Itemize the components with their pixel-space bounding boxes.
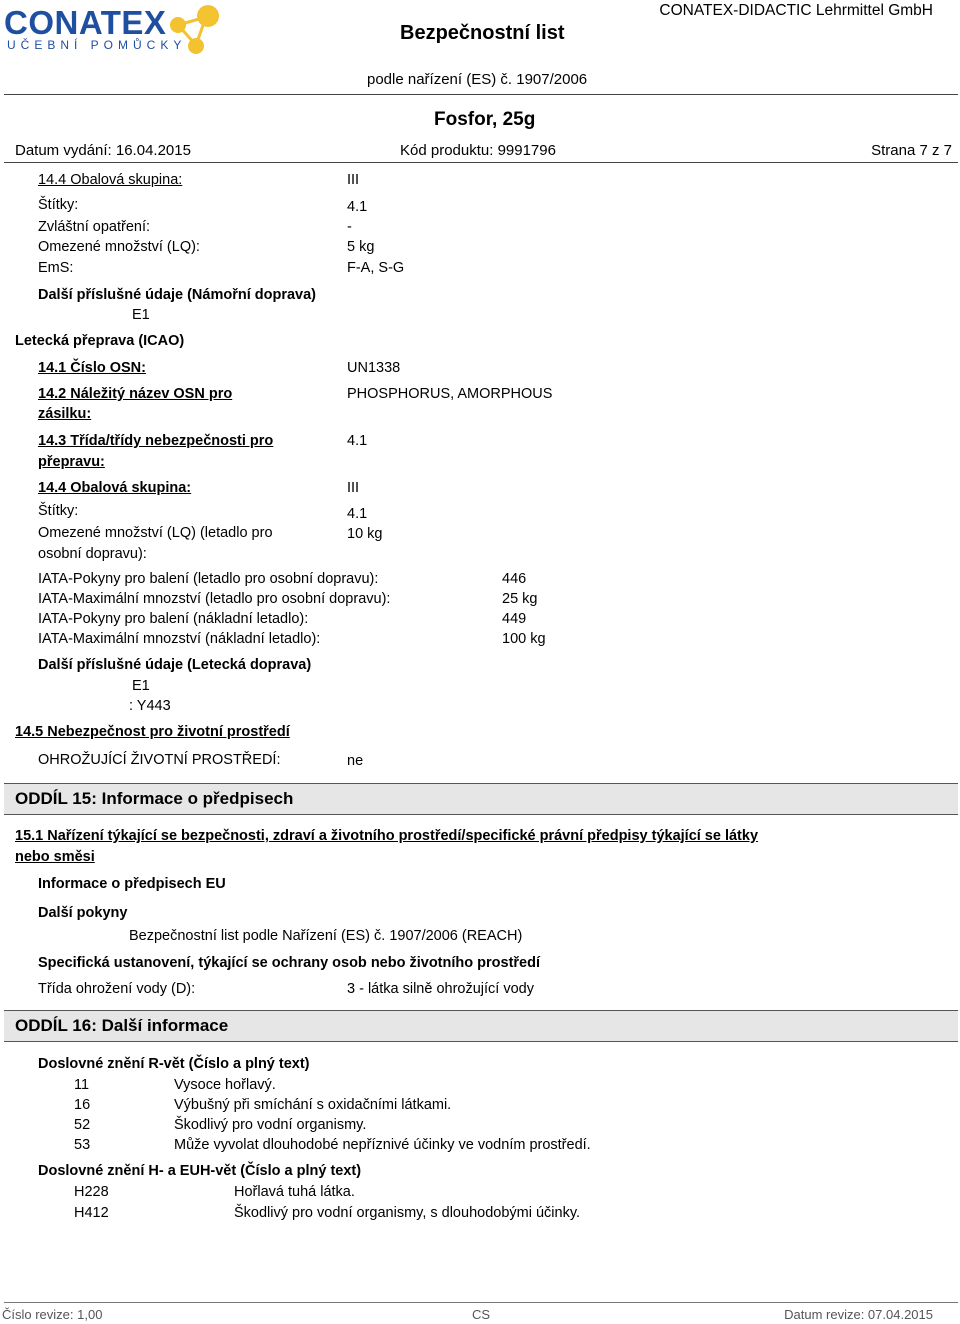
r-phrase-text: Výbušný při smíchání s oxidačními látkami. [174, 1097, 452, 1113]
iata-row: IATA-Pokyny pro balení (nákladní letadlo): [38, 611, 309, 627]
h-phrase-code: H228 [74, 1184, 109, 1200]
sea-packing-group-label: 14.4 Obalová skupina: [38, 172, 183, 188]
iata-row: IATA-Pokyny pro balení (letadlo pro osobní dopravu): [38, 571, 379, 587]
logo-wordmark: CONATEX [4, 4, 167, 41]
air-class-label-cont: přepravu: [38, 454, 105, 470]
air-name-label: 14.2 Náležitý název OSN pro [38, 386, 233, 402]
section-15-bar [4, 783, 958, 815]
air-lq-label: Omezené množství (LQ) (letadlo pro [38, 525, 273, 541]
document-title: Bezpečnostní list [400, 22, 565, 44]
page-number: Strana 7 z 7 [871, 142, 952, 159]
h-phrases-heading: Doslovné znění H- a EUH-vět (Číslo a plný text) [38, 1163, 362, 1179]
footer-language: CS [472, 1307, 491, 1322]
env-value: ne [347, 753, 364, 769]
air-lq-label-cont: osobní dopravu): [38, 546, 147, 562]
product-code: Kód produktu: 9991796 [400, 142, 556, 159]
product-name: Fosfor, 25g [434, 109, 536, 130]
water-hazard-label: Třída ohrožení vody (D): [38, 981, 196, 997]
h-phrase-text: Škodlivý pro vodní organismy, s dlouhodobými účinky. [234, 1205, 581, 1221]
footer-revision-number: Číslo revize: 1,00 [2, 1307, 103, 1322]
water-hazard-value: 3 - látka silně ohrožující vody [347, 981, 534, 997]
r-phrase-code: 11 [74, 1077, 90, 1093]
r-phrase-text: Vysoce hořlavý. [174, 1077, 276, 1093]
sea-other-heading: Další příslušné údaje (Námořní doprava) [38, 287, 316, 303]
h-phrase-code: H412 [74, 1205, 109, 1221]
section-15-1-heading: 15.1 Nařízení týkající se bezpečnosti, zdraví a životního prostředí/specifické právní předpisy týkající se látky [15, 828, 759, 844]
air-packing-value: III [347, 480, 360, 496]
air-class-value: 4.1 [347, 433, 368, 449]
r-phrase-code: 16 [74, 1097, 91, 1113]
other-notes-text: Bezpečnostní list podle Nařízení (ES) č. 1907/2006 (REACH) [129, 928, 523, 944]
r-phrase-text: Může vyvolat dlouhodobé nepříznivé účinky ve vodním prostředí. [174, 1137, 591, 1153]
env-heading: 14.5 Nebezpečnost pro životní prostředí [15, 724, 290, 740]
env-label: OHROŽUJÍCÍ ŽIVOTNÍ PROSTŘEDÍ: [38, 752, 281, 768]
iata-row-value: 100 kg [502, 631, 546, 647]
section-16-title: ODDÍL 16: Další informace [15, 1016, 229, 1035]
air-name-value: PHOSPHORUS, AMORPHOUS [347, 386, 553, 402]
r-phrase-code: 53 [74, 1137, 91, 1153]
sea-special-value: - [347, 219, 352, 235]
footer-revision-date: Datum revize: 07.04.2015 [784, 1307, 933, 1322]
air-other-value-2: : Y443 [129, 698, 171, 714]
iata-row-value: 446 [502, 571, 527, 587]
iata-row-value: 449 [502, 611, 527, 627]
r-phrase-code: 52 [74, 1117, 91, 1133]
h-phrase-text: Hořlavá tuhá látka. [234, 1184, 355, 1200]
air-labels-value: 4.1 [347, 506, 368, 522]
iata-row: IATA-Maximální mnozství (nákladní letadlo): [38, 631, 321, 647]
section-15-1-heading-cont: nebo směsi [15, 849, 95, 865]
sea-lq-label: Omezené množství (LQ): [38, 239, 200, 255]
sea-labels-value: 4.1 [347, 199, 368, 215]
r-phrase-text: Škodlivý pro vodní organismy. [174, 1117, 367, 1133]
air-packing-label: 14.4 Obalová skupina: [38, 480, 192, 496]
air-name-label-cont: zásilku: [38, 406, 92, 422]
air-other-value: E1 [132, 678, 150, 694]
section-15-title: ODDÍL 15: Informace o předpisech [15, 789, 294, 808]
sea-ems-value: F-A, S-G [347, 260, 405, 276]
sea-ems-label: EmS: [38, 260, 74, 276]
eu-info-heading: Informace o předpisech EU [38, 876, 226, 892]
company-name: CONATEX-DIDACTIC Lehrmittel GmbH [659, 2, 933, 19]
issue-date: Datum vydání: 16.04.2015 [15, 142, 191, 159]
molecule-logo-icon [166, 3, 226, 57]
regulation-note: podle nařízení (ES) č. 1907/2006 [367, 71, 588, 88]
air-other-heading: Další příslušné údaje (Letecká doprava) [38, 657, 312, 673]
sea-labels-label: Štítky: [38, 197, 79, 213]
other-notes-heading: Další pokyny [38, 905, 128, 921]
sea-packing-group-value: III [347, 172, 360, 188]
air-un-value: UN1338 [347, 360, 401, 376]
air-un-label: 14.1 Číslo OSN: [38, 360, 146, 376]
logo-subtitle: UČEBNÍ POMŮCKY [7, 38, 187, 52]
air-class-label: 14.3 Třída/třídy nebezpečnosti pro [38, 433, 274, 449]
section-16-bar [4, 1010, 958, 1042]
air-lq-value: 10 kg [347, 526, 383, 542]
iata-row: IATA-Maximální mnozství (letadlo pro osobní dopravu): [38, 591, 391, 607]
r-phrases-heading: Doslovné znění R-vět (Číslo a plný text) [38, 1056, 310, 1072]
air-heading: Letecká přeprava (ICAO) [15, 333, 185, 349]
specific-provisions-heading: Specifická ustanovení, týkající se ochrany osob nebo životního prostředí [38, 955, 540, 971]
sea-lq-value: 5 kg [347, 239, 375, 255]
sea-special-label: Zvláštní opatření: [38, 219, 151, 235]
iata-row-value: 25 kg [502, 591, 538, 607]
air-labels-label: Štítky: [38, 503, 79, 519]
sea-other-value: E1 [132, 307, 150, 323]
